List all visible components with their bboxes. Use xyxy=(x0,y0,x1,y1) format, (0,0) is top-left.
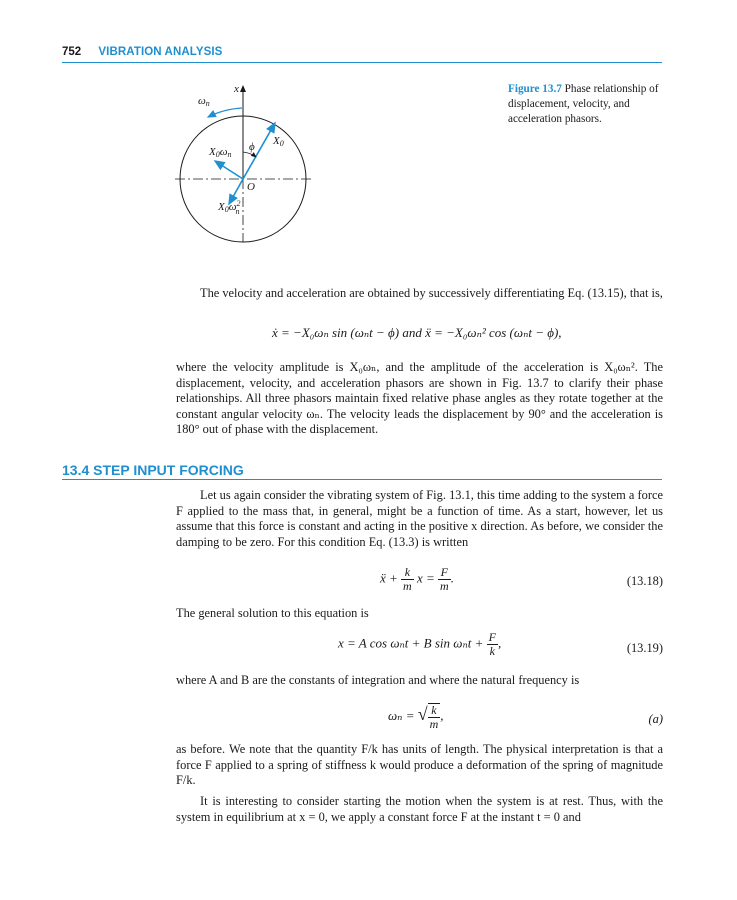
running-section-title: VIBRATION ANALYSIS xyxy=(98,46,223,58)
acceleration-label: $X0\omega^2$ n xyxy=(218,199,241,216)
phasor-diagram xyxy=(170,78,320,278)
origin-label: O xyxy=(247,181,255,193)
paragraph-general-solution: The general solution to this equation is xyxy=(176,606,369,620)
sqrt-symbol: √ xyxy=(417,703,428,724)
paragraph-natural-frequency: where A and B are the constants of integration and where the natural frequency is xyxy=(176,673,580,687)
equation-velocity-acceleration: ẋ = −X₀ωₙ sin (ωₙt − ϕ) and ẍ = −X₀ωₙ² cos (ωₙt − ϕ), xyxy=(272,325,562,340)
page-number: 752 xyxy=(62,46,82,58)
equation-number-13-18: (13.18) xyxy=(626,574,663,588)
omega-n-label: ωn xyxy=(198,95,210,108)
omega-rotation-arrow xyxy=(208,108,242,117)
equation-13-19: x = A cos ωₙt + B sin ωₙt + $\frac{F}{k}$ , xyxy=(338,630,502,658)
section-heading: 13.4 STEP INPUT FORCING xyxy=(62,462,244,478)
paragraph-starting-motion: It is interesting to consider starting the motion when the system is at rest. Thus, with the system in equilibrium at x = 0, we apply a constant force F at the instant t = 0 and xyxy=(176,794,663,824)
displacement-phasor xyxy=(243,123,275,179)
paragraph-step-input: Let us again consider the vibrating system of Fig. 13.1, this time adding to the system a force F applied to the mass that, in general, might be a function of time. As a start, however, let us assume that this force is constant and acting in the positive x direction. As before, we consider the damping to be zero. For this condition Eq. (13.3) is written xyxy=(176,488,663,549)
velocity-phasor xyxy=(215,161,243,179)
equation-13-18: ẍ + $\frac{k}{m}$ x = $\frac{F}{m}$ . xyxy=(380,565,454,593)
phi-label: ϕ xyxy=(249,141,255,153)
equation-number-13-19: (13.19) xyxy=(626,641,663,655)
equation-number-a: (a) xyxy=(648,712,663,726)
equation-a: ωₙ = √ $\frac{k}{m}$ , xyxy=(388,703,444,731)
figure-caption-text: Phase relationship of displacement, velocity, and acceleration phasors. xyxy=(508,83,659,125)
section-rule xyxy=(62,479,662,480)
header-rule xyxy=(62,62,662,63)
velocity-label: X0ωn xyxy=(209,146,232,159)
paragraph-phasor-amplitudes: where the velocity amplitude is X₀ωₙ, and the amplitude of the acceleration is X₀ωₙ². The displacement, velocity, and acceleration phasors are shown in Fig. 13.7 to clarify their phase relationships. All three phasors maintain fixed relative phase angles as they rotate together at the constant angular velocity ωₙ. The velocity leads the displacement by 90° and the acceleration is 180° out of phase with the displacement. xyxy=(176,360,663,437)
figure-label: Figure 13.7 xyxy=(508,83,562,95)
x-axis-label: x xyxy=(234,83,239,95)
paragraph-physical-interpretation: as before. We note that the quantity F/k has units of length. The physical interpretation is that a force F applied to a spring of stiffness k would produce a deformation of the spring of magnitude F/k. xyxy=(176,742,663,788)
paragraph-differentiation: The velocity and acceleration are obtained by successively differentiating Eq. (13.15), that is, xyxy=(200,286,663,300)
figure-caption xyxy=(508,82,668,127)
running-head xyxy=(62,46,662,62)
x0-label: X0 xyxy=(273,135,284,148)
